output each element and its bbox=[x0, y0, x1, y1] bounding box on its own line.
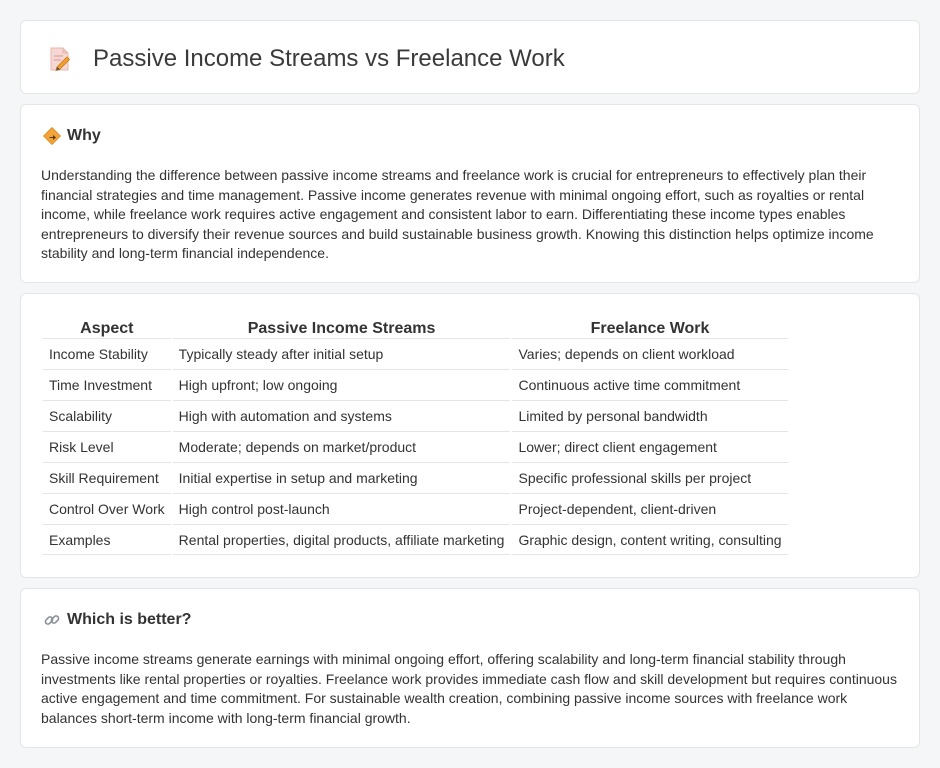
row-passive: Moderate; depends on market/product bbox=[173, 431, 511, 462]
row-passive: High control post-launch bbox=[173, 493, 511, 524]
table-row bbox=[43, 493, 788, 524]
table-header-row bbox=[43, 316, 788, 338]
better-header bbox=[43, 611, 191, 629]
why-header bbox=[43, 127, 101, 145]
header-passive: Passive Income Streams bbox=[247, 320, 436, 337]
title-row bbox=[47, 45, 565, 73]
row-freelance: Lower; direct client engagement bbox=[512, 431, 787, 462]
table-row bbox=[43, 400, 788, 431]
row-freelance: Varies; depends on client workload bbox=[512, 338, 787, 369]
better-title: Which is better? bbox=[67, 611, 192, 628]
table-row bbox=[43, 524, 788, 555]
row-aspect: Risk Level bbox=[43, 431, 171, 462]
header-aspect: Aspect bbox=[80, 320, 134, 337]
which-better-section bbox=[20, 588, 920, 748]
row-passive: High upfront; low ongoing bbox=[173, 369, 511, 400]
document-pencil-icon bbox=[47, 46, 73, 72]
row-passive: Typically steady after initial setup bbox=[173, 338, 511, 369]
page-title: Passive Income Streams vs Freelance Work bbox=[93, 45, 565, 72]
row-freelance: Specific professional skills per project bbox=[512, 462, 787, 493]
comparison-table bbox=[41, 316, 790, 555]
row-freelance: Graphic design, content writing, consulting bbox=[512, 524, 787, 555]
better-text: Passive income streams generate earnings with minimal ongoing effort, offering scalability and long-term financial stability through investments like rental properties or royalties. Freelance work provides immediate cash flow and skill development but requires continuous active engagement and time commitment. For sustainable wealth creation, combining passive income sources with freelance work balances short-term income with long-term financial growth. bbox=[41, 651, 897, 726]
why-title: Why bbox=[67, 127, 101, 144]
row-passive: High with automation and systems bbox=[173, 400, 511, 431]
link-icon bbox=[43, 611, 61, 629]
why-text: Understanding the difference between passive income streams and freelance work is crucial for entrepreneurs to effectively plan their financial strategies and time management. Passive income generates revenue with minimal ongoing effort, such as royalties or rental income, while freelance work requires active engagement and consistent labor to earn. Differentiating these income types enables entrepreneurs to diversify their revenue sources and build sustainable business growth. Knowing this distinction helps optimize income stability and long-term financial independence. bbox=[41, 167, 874, 261]
table-row bbox=[43, 338, 788, 369]
row-aspect: Income Stability bbox=[43, 338, 171, 369]
title-card bbox=[20, 20, 920, 94]
row-freelance: Limited by personal bandwidth bbox=[512, 400, 787, 431]
row-passive: Rental properties, digital products, affiliate marketing bbox=[173, 524, 511, 555]
row-freelance: Project-dependent, client-driven bbox=[512, 493, 787, 524]
table-row bbox=[43, 369, 788, 400]
table-row bbox=[43, 431, 788, 462]
header-freelance: Freelance Work bbox=[590, 320, 710, 337]
comparison-section bbox=[20, 293, 920, 578]
row-aspect: Time Investment bbox=[43, 369, 171, 400]
row-aspect: Skill Requirement bbox=[43, 462, 171, 493]
row-aspect: Scalability bbox=[43, 400, 171, 431]
diamond-sign-icon bbox=[43, 127, 61, 145]
row-passive: Initial expertise in setup and marketing bbox=[173, 462, 511, 493]
row-freelance: Continuous active time commitment bbox=[512, 369, 787, 400]
table-row bbox=[43, 462, 788, 493]
row-aspect: Control Over Work bbox=[43, 493, 171, 524]
why-section bbox=[20, 104, 920, 283]
row-aspect: Examples bbox=[43, 524, 171, 555]
